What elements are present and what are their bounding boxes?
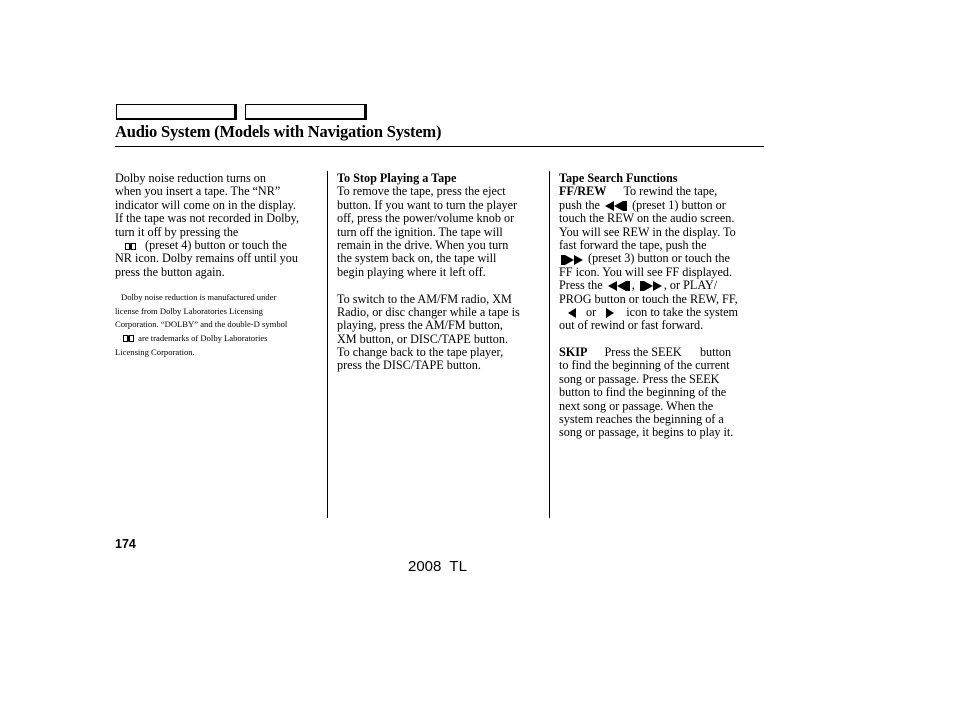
section-heading: Tape Search Functions (559, 171, 678, 185)
trademark-note (115, 291, 323, 359)
nav-tab-2[interactable] (245, 104, 367, 120)
text-line: press the DISC/TAPE button. (337, 358, 481, 373)
text-line: touch the REW on the audio screen. (559, 211, 735, 226)
text-line: song or passage. Press the SEEK (559, 371, 720, 386)
text-line: fast forward the tape, push the (559, 237, 707, 252)
rewind-icon (606, 281, 632, 291)
section-heading: To Stop Playing a Tape (337, 171, 457, 185)
text-fragment: , (631, 278, 635, 293)
footer-model: 2008 TL (408, 558, 467, 575)
column-divider-2 (549, 171, 550, 518)
text-line: turn off the ignition. The tape will (337, 224, 503, 239)
text-line (559, 279, 764, 292)
text-fragment: To rewind the tape, (623, 184, 718, 199)
text-fragment: icon to take the system (626, 304, 738, 319)
text-line: indicator will come on in the display. (115, 197, 296, 212)
text-line: button to find the beginning of the (559, 385, 727, 400)
page-title: Audio System (Models with Navigation System) (115, 122, 442, 141)
text-fragment: or (586, 304, 597, 319)
text-fragment: (preset 3) button or touch the (588, 251, 730, 266)
text-line: If the tape was not recorded in Dolby, (115, 211, 299, 226)
text-fragment: , or PLAY/ (663, 278, 718, 293)
column-3 (559, 172, 764, 440)
text-fragment: (preset 4) button or touch the (145, 237, 287, 252)
fast-forward-icon (638, 281, 664, 291)
text-line: out of rewind or fast forward. (559, 318, 704, 333)
text-line: To switch to the AM/FM radio, XM (337, 291, 512, 306)
note-line: license from Dolby Laboratories Licensing (115, 305, 263, 316)
text-line: PROG button or touch the REW, FF, (559, 291, 738, 306)
text-line: Radio, or disc changer while a tape is (337, 304, 520, 319)
text-line: to find the beginning of the current (559, 358, 730, 373)
text-line (115, 239, 323, 252)
rewind-icon (603, 201, 629, 211)
text-line: You will see REW in the display. To (559, 224, 736, 239)
triangle-left-icon (567, 308, 577, 318)
column-divider-1 (327, 171, 328, 518)
note-line: Licensing Corporation. (115, 346, 195, 357)
text-line: Dolby noise reduction turns on (115, 171, 266, 185)
text-fragment: Press the SEEK button (604, 345, 732, 360)
text-fragment: (preset 1) button or (632, 197, 726, 212)
text-line: playing, press the AM/FM button, (337, 318, 503, 333)
text-line: when you insert a tape. The “NR” (115, 184, 281, 199)
text-line: remain in the drive. When you turn (337, 237, 509, 252)
text-line (559, 252, 764, 265)
text-line: press the button again. (115, 264, 225, 279)
text-line: To remove the tape, press the eject (337, 184, 506, 199)
dolby-double-d-icon (123, 335, 134, 342)
note-line: Corporation. “DOLBY” and the double-D symbol (115, 319, 288, 330)
text-line: off, press the power/volume knob or (337, 211, 515, 226)
note-line: Dolby noise reduction is manufactured under (121, 292, 277, 303)
text-line: the system back on, the tape will (337, 251, 497, 266)
text-line: song or passage, it begins to play it. (559, 425, 734, 440)
text-line: begin playing where it left off. (337, 264, 486, 279)
text-line: FF icon. You will see FF displayed. (559, 264, 733, 279)
nav-tab-1[interactable] (116, 104, 237, 120)
skip-label: SKIP (559, 345, 588, 360)
text-line: To change back to the tape player, (337, 345, 504, 360)
text-line: system reaches the beginning of a (559, 412, 724, 427)
column-1 (115, 172, 323, 359)
text-line: XM button, or DISC/TAPE button. (337, 331, 509, 346)
text-line (559, 346, 764, 359)
column-2 (337, 172, 543, 373)
text-line: turn it off by pressing the (115, 224, 239, 239)
text-line: button. If you want to turn the player (337, 197, 518, 212)
text-line (559, 185, 764, 198)
text-fragment: Press the (559, 278, 603, 293)
page-number: 174 (115, 537, 136, 551)
note-line (115, 332, 323, 346)
text-line (559, 199, 764, 212)
text-line (559, 306, 764, 319)
triangle-right-icon (605, 308, 615, 318)
dolby-double-d-icon (125, 243, 136, 250)
title-divider (115, 146, 764, 147)
ffrew-label: FF/REW (559, 184, 607, 199)
fast-forward-icon (559, 255, 585, 265)
note-fragment: are trademarks of Dolby Laboratories (138, 332, 268, 343)
text-line: next song or passage. When the (559, 398, 714, 413)
text-fragment: push the (559, 197, 600, 212)
text-line: NR icon. Dolby remains off until you (115, 251, 298, 266)
